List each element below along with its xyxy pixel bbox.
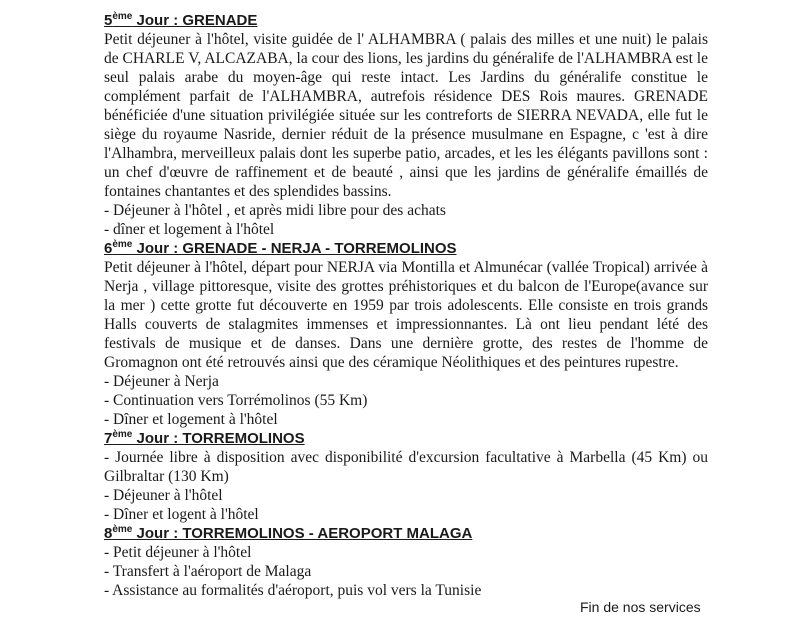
day-6-item: - Déjeuner à Nerja — [104, 373, 219, 390]
day-8-item: - Transfert à l'aéroport de Malaga — [104, 563, 312, 580]
itinerary — [104, 11, 708, 600]
day-5-section — [104, 11, 708, 239]
day-5-description: Petit déjeuner à l'hôtel, visite guidée de l' ALHAMBRA ( palais des milles et une nuit) le palais de CHARLE V, ALCAZABA, la cour des lions, les jardins du généralife de l'ALHAMBRA est le seul palais arabe du moyen-âge qui reste intact. Les Jardins du généralife constitue le complément parfait de l'ALHAMBRA, autrefois résidence DES Rois maures. GRENADE bénéficiée d'une situation privilégiée située sur les contreforts de SIERRA NEVADA, elle fut le siège du royaume Nasride, dernier réduit de la présence musulmane en Espagne, c 'est à dire l'Alhambra, merveilleux palais dont les superbe patio, arcades, et les les élégants pavillons sont : un chef d'œuvre de raffinement et de beauté , ainsi que les jardins de généralife émaillés de fontaines chantantes et des splendides bassins. — [104, 31, 708, 200]
day-6-description: Petit déjeuner à l'hôtel, départ pour NERJA via Montilla et Almunécar (vallée Tropical) arrivée à Nerja , village pittoresque, visite des grottes préhistoriques et du balcon de l'Europe(avance sur la mer ) cette grotte fut découverte en 1959 par trois adolescents. Elle consiste en trois grands Halls couverts de stalagmites immenses et impressionnantes. Là ont lieu pendant lété des festivals de musique et de danses. Dans une dernière grotte, des restes de l'homme de Gromagnon ont été retrouvés ainsi que des céramique Néolithiques et des peintures rupestre. — [104, 259, 708, 371]
day-7-item: - Déjeuner à l'hôtel — [104, 487, 223, 504]
day-5-item: - Déjeuner à l'hôtel , et après midi libre pour des achats — [104, 202, 446, 219]
closing-note: Fin de nos services — [580, 599, 701, 615]
day-6-section — [104, 239, 708, 429]
day-5-item: - dîner et logement à l'hôtel — [104, 221, 275, 238]
day-6-item: - Dîner et logement à l'hôtel — [104, 411, 278, 428]
day-8-item: - Assistance au formalités d'aéroport, puis vol vers la Tunisie — [104, 582, 482, 599]
day-6-title: 6ème Jour : GRENADE - NERJA - TORREMOLINOS — [104, 239, 457, 257]
day-8-title: 8ème Jour : TORREMOLINOS - AEROPORT MALAGA — [104, 524, 473, 542]
day-6-item: - Continuation vers Torrémolinos (55 Km) — [104, 392, 368, 409]
day-8-section — [104, 524, 708, 600]
day-8-item: - Petit déjeuner à l'hôtel — [104, 544, 252, 561]
day-7-item: - Dîner et logent à l'hôtel — [104, 506, 259, 523]
day-7-description: - Journée libre à disposition avec disponibilité d'excursion facultative à Marbella (45 Km) ou Gilbraltar (130 Km) — [104, 449, 708, 485]
day-7-section — [104, 429, 708, 524]
day-5-title: 5ème Jour : GRENADE — [104, 11, 258, 29]
day-7-title: 7ème Jour : TORREMOLINOS — [104, 429, 305, 447]
